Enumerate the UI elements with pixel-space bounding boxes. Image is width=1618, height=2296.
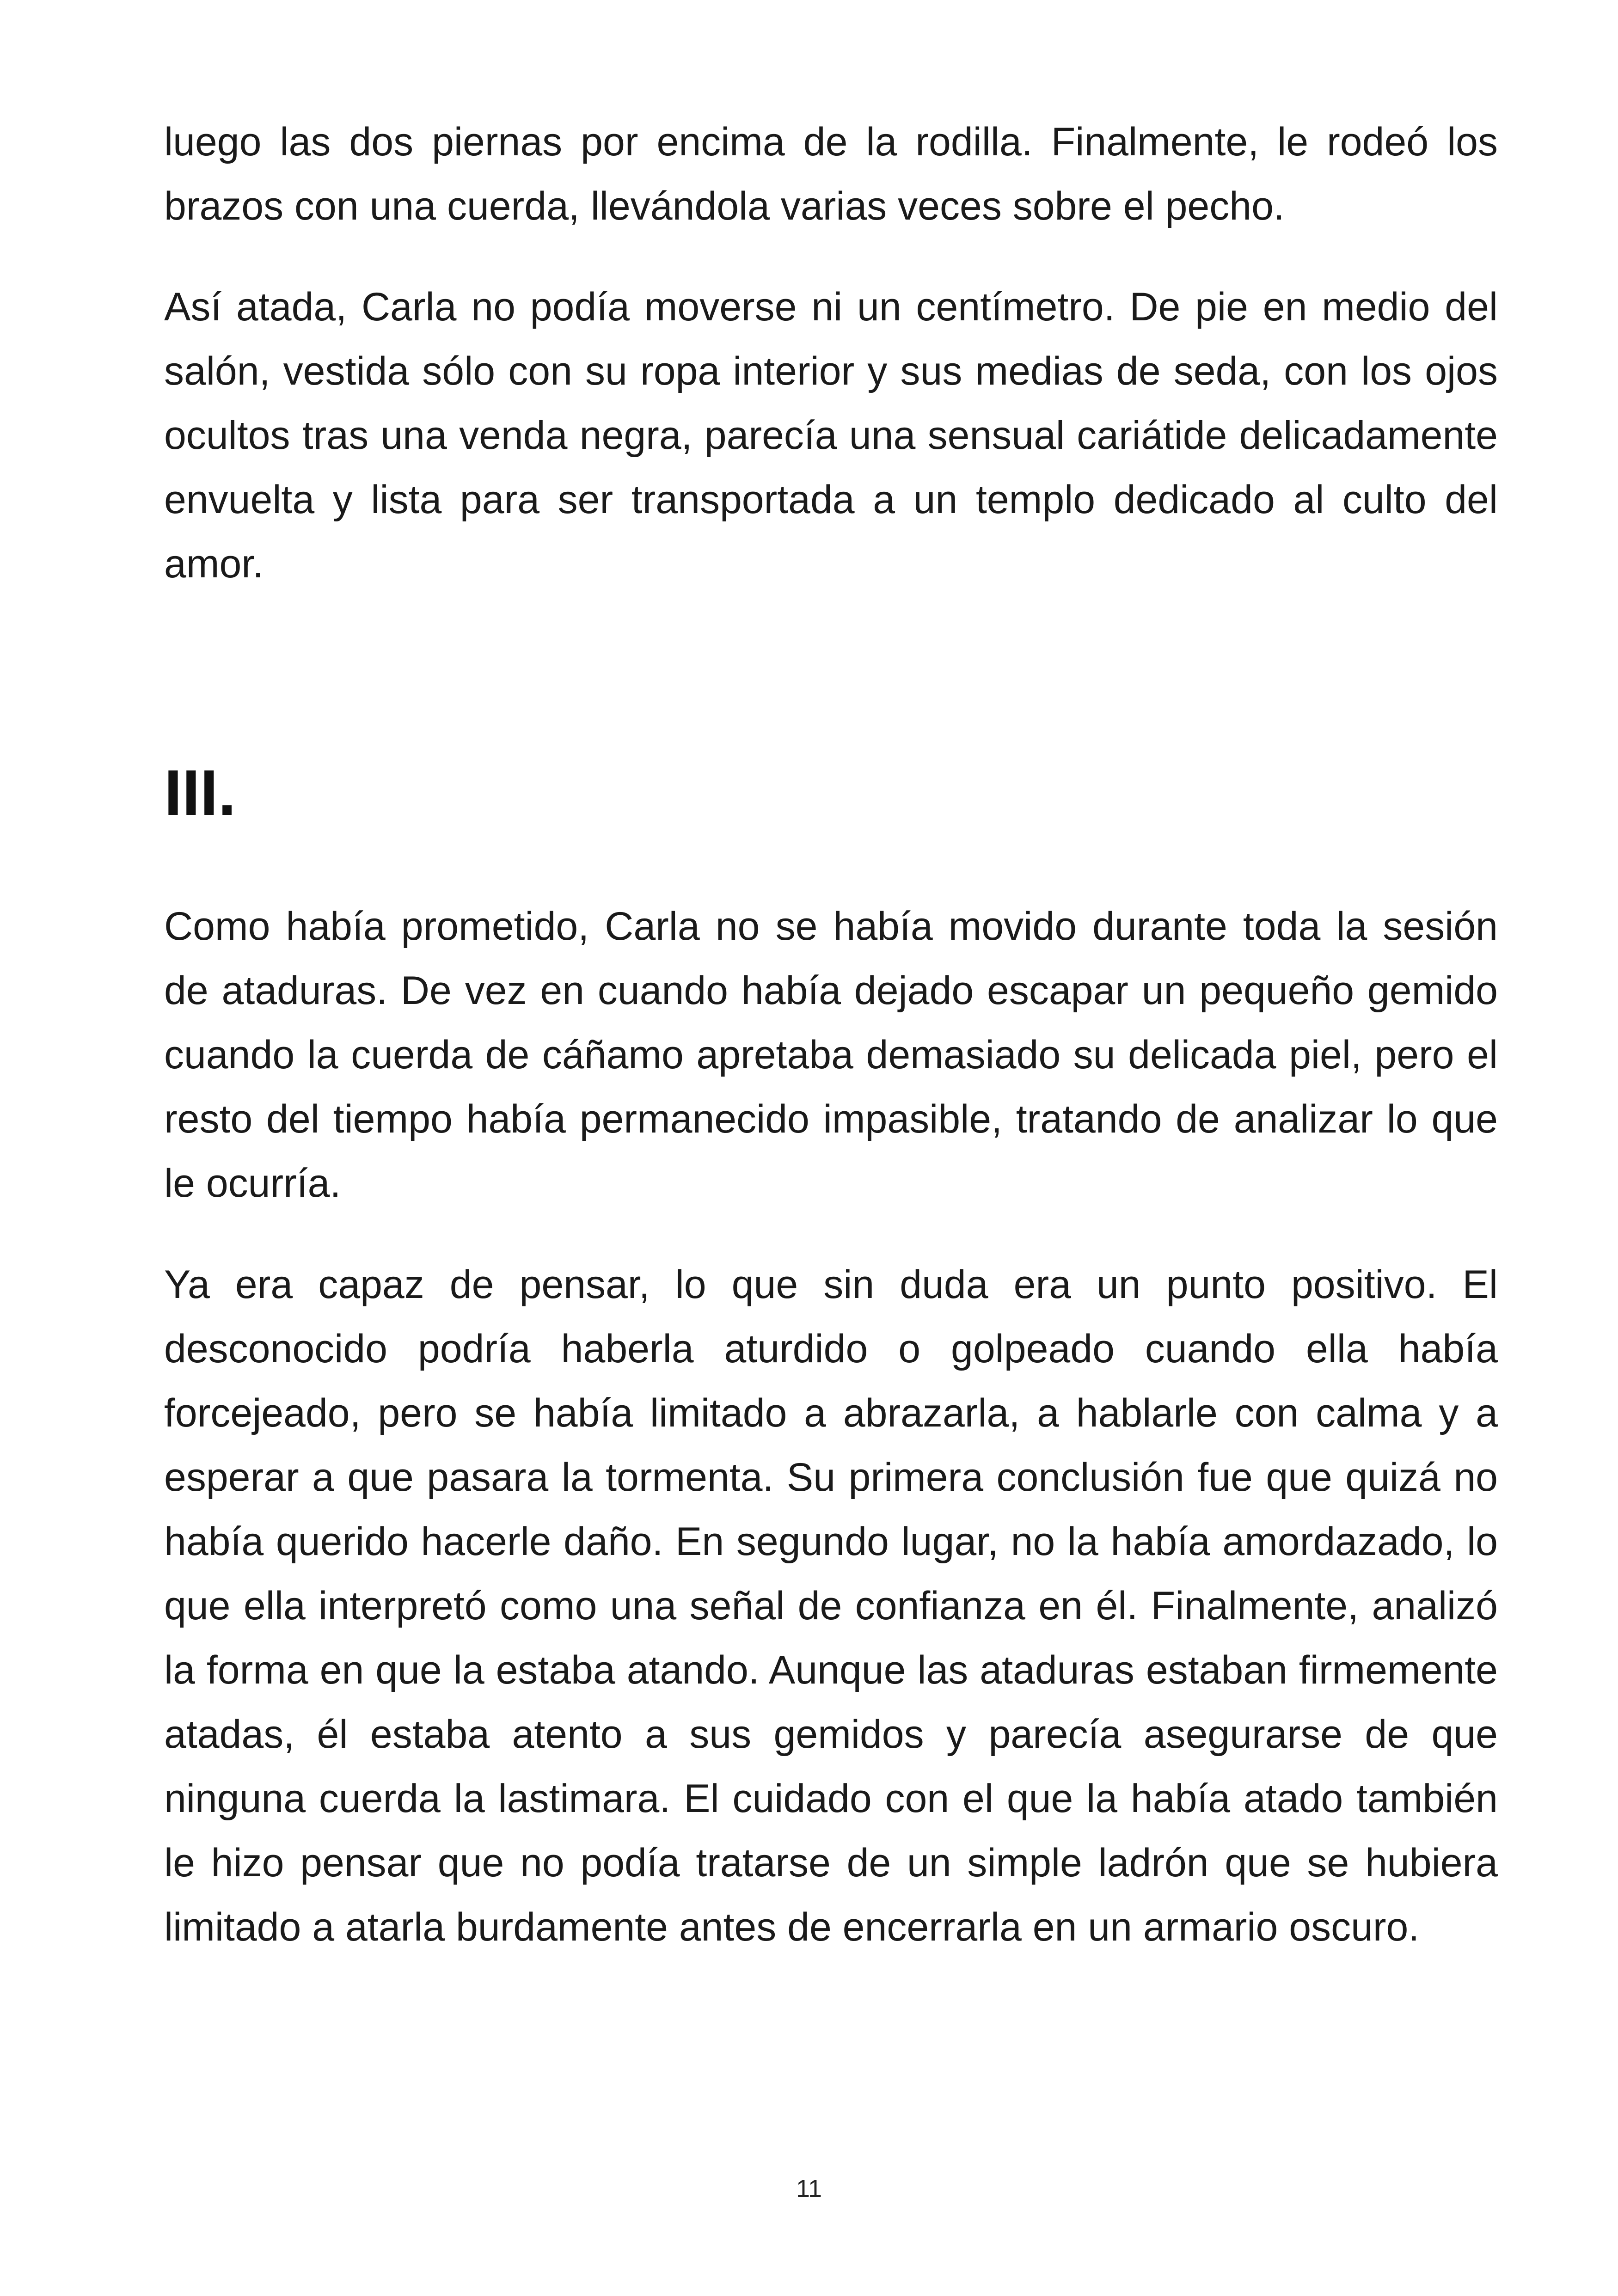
paragraph-2: Así atada, Carla no podía moverse ni un centímetro. De pie en medio del salón, vestida sólo con su ropa interior y sus medias de seda, con los ojos ocultos tras una venda negra, parecía una sensual cariátide delicadamente envuelta y lista para ser transportada a un templo dedicado al culto del amor. [164,285,1498,586]
page-number: 11 [796,2175,822,2203]
chapter-heading: III. [164,756,236,829]
paragraph-3: Como había prometido, Carla no se había movido durante toda la sesión de ataduras. De vez en cuando había dejado escapar un pequeño gemido cuando la cuerda de cáñamo apretaba demasiado su delicada piel, pero el resto del tiempo había permanecido impasible, tratando de analizar lo que le ocurría. [164,904,1498,1206]
paragraph-1: luego las dos piernas por encima de la rodilla. Finalmente, le rodeó los brazos con una cuerda, llevándola varias veces sobre el pecho. [164,120,1498,228]
paragraph-4: Ya era capaz de pensar, lo que sin duda era un punto positivo. El desconocido podría haberla aturdido o golpeado cuando ella había forcejeado, pero se había limitado a abrazarla, a hablarle con calma y a esperar a que pasara la tormenta. Su primera conclusión fue que quizá no había querido hacerle daño. En segundo lugar, no la había amordazado, lo que ella interpretó como una señal de confianza en él. Finalmente, analizó la forma en que la estaba atando. Aunque las ataduras estaban firmemente atadas, él estaba atento a sus gemidos y parecía asegurarse de que ninguna cuerda la lastimara. El cuidado con el que la había atado también le hizo pensar que no podía tratarse de un simple ladrón que se hubiera limitado a atarla burdamente antes de encerrarla en un armario oscuro. [164,1262,1498,1949]
